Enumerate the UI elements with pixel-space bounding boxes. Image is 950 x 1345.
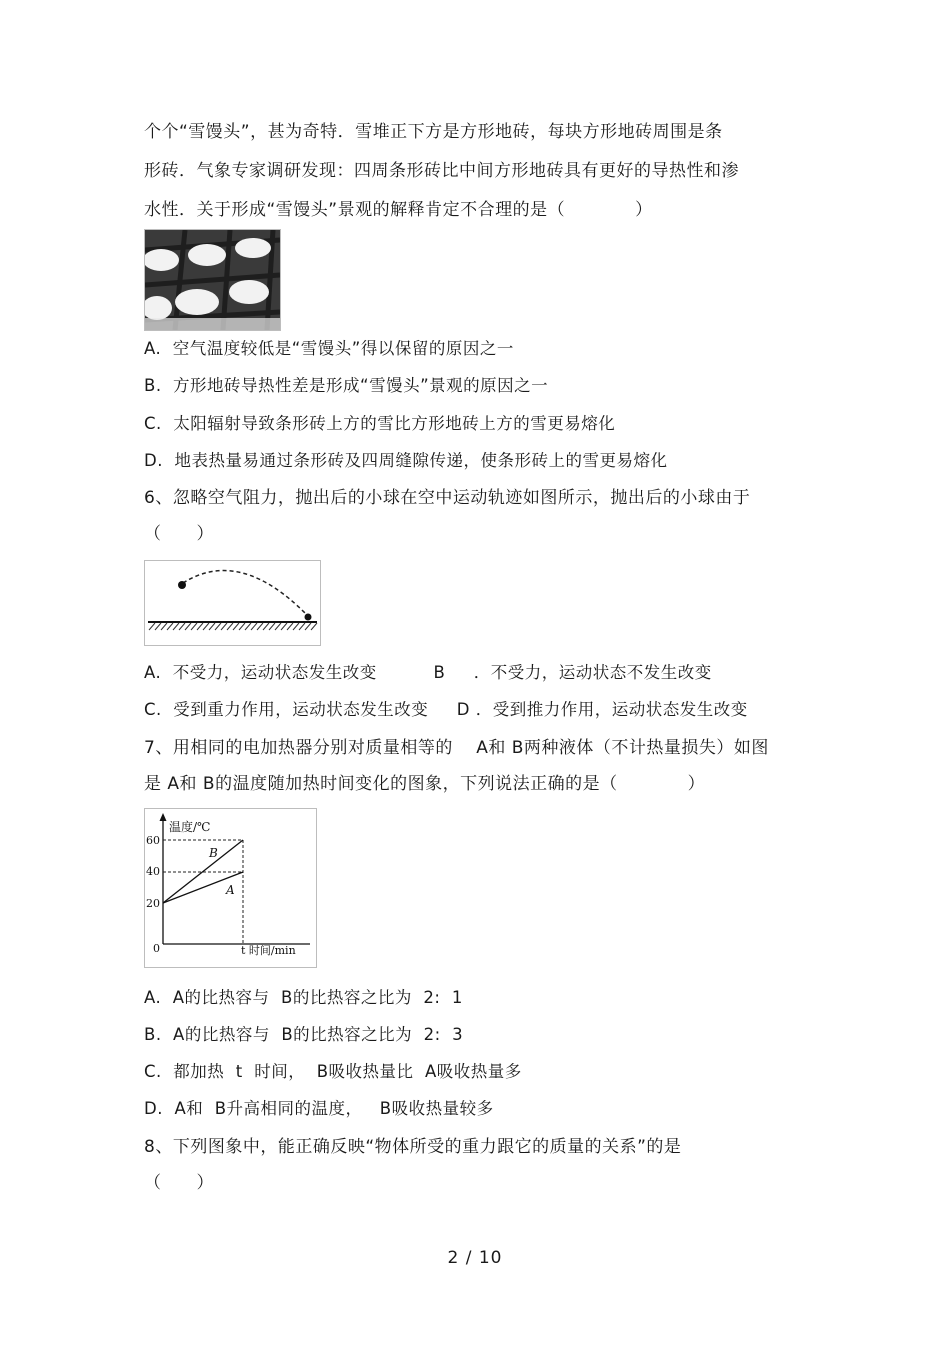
q5-option-c: C. 太阳辐射导致条形砖上方的雪比方形地砖上方的雪更易熔化 xyxy=(144,414,616,433)
q5-stem-line-1: 个个“雪馒头”，甚为奇特．雪堆正下方是方形地砖，每块方形地砖周围是条 xyxy=(144,122,723,142)
y-tick-40: 40 xyxy=(146,865,160,878)
temperature-graph-svg xyxy=(145,809,316,967)
y-axis-label: 温度/℃ xyxy=(169,820,211,834)
q5-stem-line-2: 形砖．气象专家调研发现：四周条形砖比中间方形地砖具有更好的导热性和渗 xyxy=(144,161,739,181)
q6-options-row-2: C. 受到重力作用，运动状态发生改变 D ．受到推力作用，运动状态发生改变 xyxy=(144,700,748,719)
q5-option-d: D. 地表热量易通过条形砖及四周缝隙传递，使条形砖上的雪更易熔化 xyxy=(144,451,668,470)
snow-mound-illustration xyxy=(145,230,280,330)
origin-label: 0 xyxy=(153,942,160,955)
ball-start xyxy=(178,581,186,589)
y-tick-20: 20 xyxy=(146,897,160,910)
q6-options-row-1: A. 不受力，运动状态发生改变 B ．不受力，运动状态不发生改变 xyxy=(144,663,712,682)
q7-option-c: C. 都加热 t 时间， B吸收热量比 A吸收热量多 xyxy=(144,1062,522,1081)
snow-mound-photo xyxy=(144,229,281,331)
trajectory-diagram xyxy=(145,561,320,645)
temperature-time-graph xyxy=(144,808,317,968)
q8-stem-line-2: （ ） xyxy=(144,1173,214,1193)
q6-stem-line-1: 6、忽略空气阻力，抛出后的小球在空中运动轨迹如图所示，抛出后的小球由于 xyxy=(144,488,751,508)
q7-option-d: D. A和 B升高相同的温度， B吸收热量较多 xyxy=(144,1099,494,1118)
q7-option-b: B. A的比热容与 B的比热容之比为 2: 3 xyxy=(144,1025,464,1044)
line-a-label: A xyxy=(226,883,235,897)
ball-end xyxy=(305,614,312,621)
x-axis-label: t 时间/min xyxy=(241,944,296,957)
q8-stem-line-1: 8、下列图象中，能正确反映“物体所受的重力跟它的质量的关系”的是 xyxy=(144,1137,682,1157)
q6-stem-line-2: （ ） xyxy=(144,524,214,544)
q5-option-b: B. 方形地砖导热性差是形成“雪馒头”景观的原因之一 xyxy=(144,376,549,395)
q7-stem-line-1: 7、用相同的电加热器分别对质量相等的 A和 B两种液体（不计热量损失）如图 xyxy=(144,738,769,758)
q5-option-a: A. 空气温度较低是“雪馒头”得以保留的原因之一 xyxy=(144,339,514,358)
q7-stem-line-2: 是 A和 B的温度随加热时间变化的图象，下列说法正确的是（ ） xyxy=(144,774,706,794)
q7-option-a: A. A的比热容与 B的比热容之比为 2: 1 xyxy=(144,988,463,1007)
q5-stem-line-3: 水性．关于形成“雪馒头”景观的解释肯定不合理的是（ ） xyxy=(144,200,653,220)
line-b-label: B xyxy=(209,846,218,860)
y-tick-60: 60 xyxy=(146,834,160,847)
ball-trajectory-figure xyxy=(144,560,321,646)
page-number: 2 / 10 xyxy=(447,1248,503,1268)
